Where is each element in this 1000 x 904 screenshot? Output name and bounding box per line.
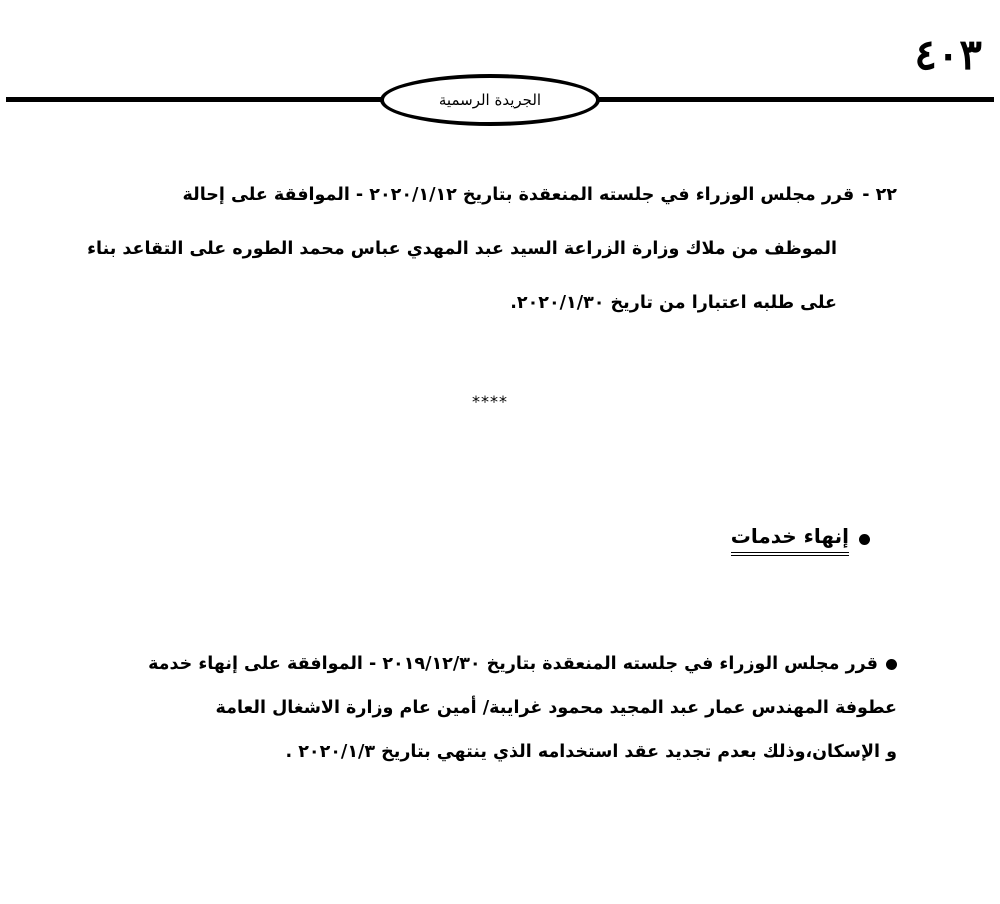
decision-item-termination	[62, 642, 897, 774]
decision-line	[62, 642, 897, 686]
decision-text: و الإسكان،وذلك بعدم تجديد عقد استخدامه الذي ينتهي بتاريخ ٢٠٢٠/١/٣ .	[285, 742, 897, 762]
decision-text: الموظف من ملاك وزارة الزراعة السيد عبد المهدي عباس محمد الطوره على التقاعد بناء	[87, 239, 837, 259]
bullet-icon	[886, 659, 897, 670]
decision-text: قرر مجلس الوزراء في جلسته المنعقدة بتاريخ ٢٠٢٠/١/١٢ - الموافقة على إحالة	[182, 185, 855, 205]
section-heading	[600, 522, 870, 556]
section-separator: ****	[472, 392, 508, 411]
decision-line	[62, 168, 897, 222]
decision-item-22	[62, 168, 897, 330]
bullet-icon	[859, 534, 870, 545]
gazette-title: الجريدة الرسمية	[438, 91, 542, 109]
page-number: ٤٠٣	[914, 30, 982, 79]
section-title: إنهاء خدمات	[731, 522, 849, 556]
item-number: ٢٢ -	[862, 185, 897, 205]
decision-text: قرر مجلس الوزراء في جلسته المنعقدة بتاريخ ٢٠١٩/١٢/٣٠ - الموافقة على إنهاء خدمة	[148, 654, 878, 674]
decision-text: عطوفة المهندس عمار عبد المجيد محمود غرايبة/ أمين عام وزارة الاشغال العامة	[215, 698, 897, 718]
gazette-title-badge	[380, 74, 600, 126]
decision-text: على طلبه اعتبارا من تاريخ ٢٠٢٠/١/٣٠.	[510, 293, 837, 313]
